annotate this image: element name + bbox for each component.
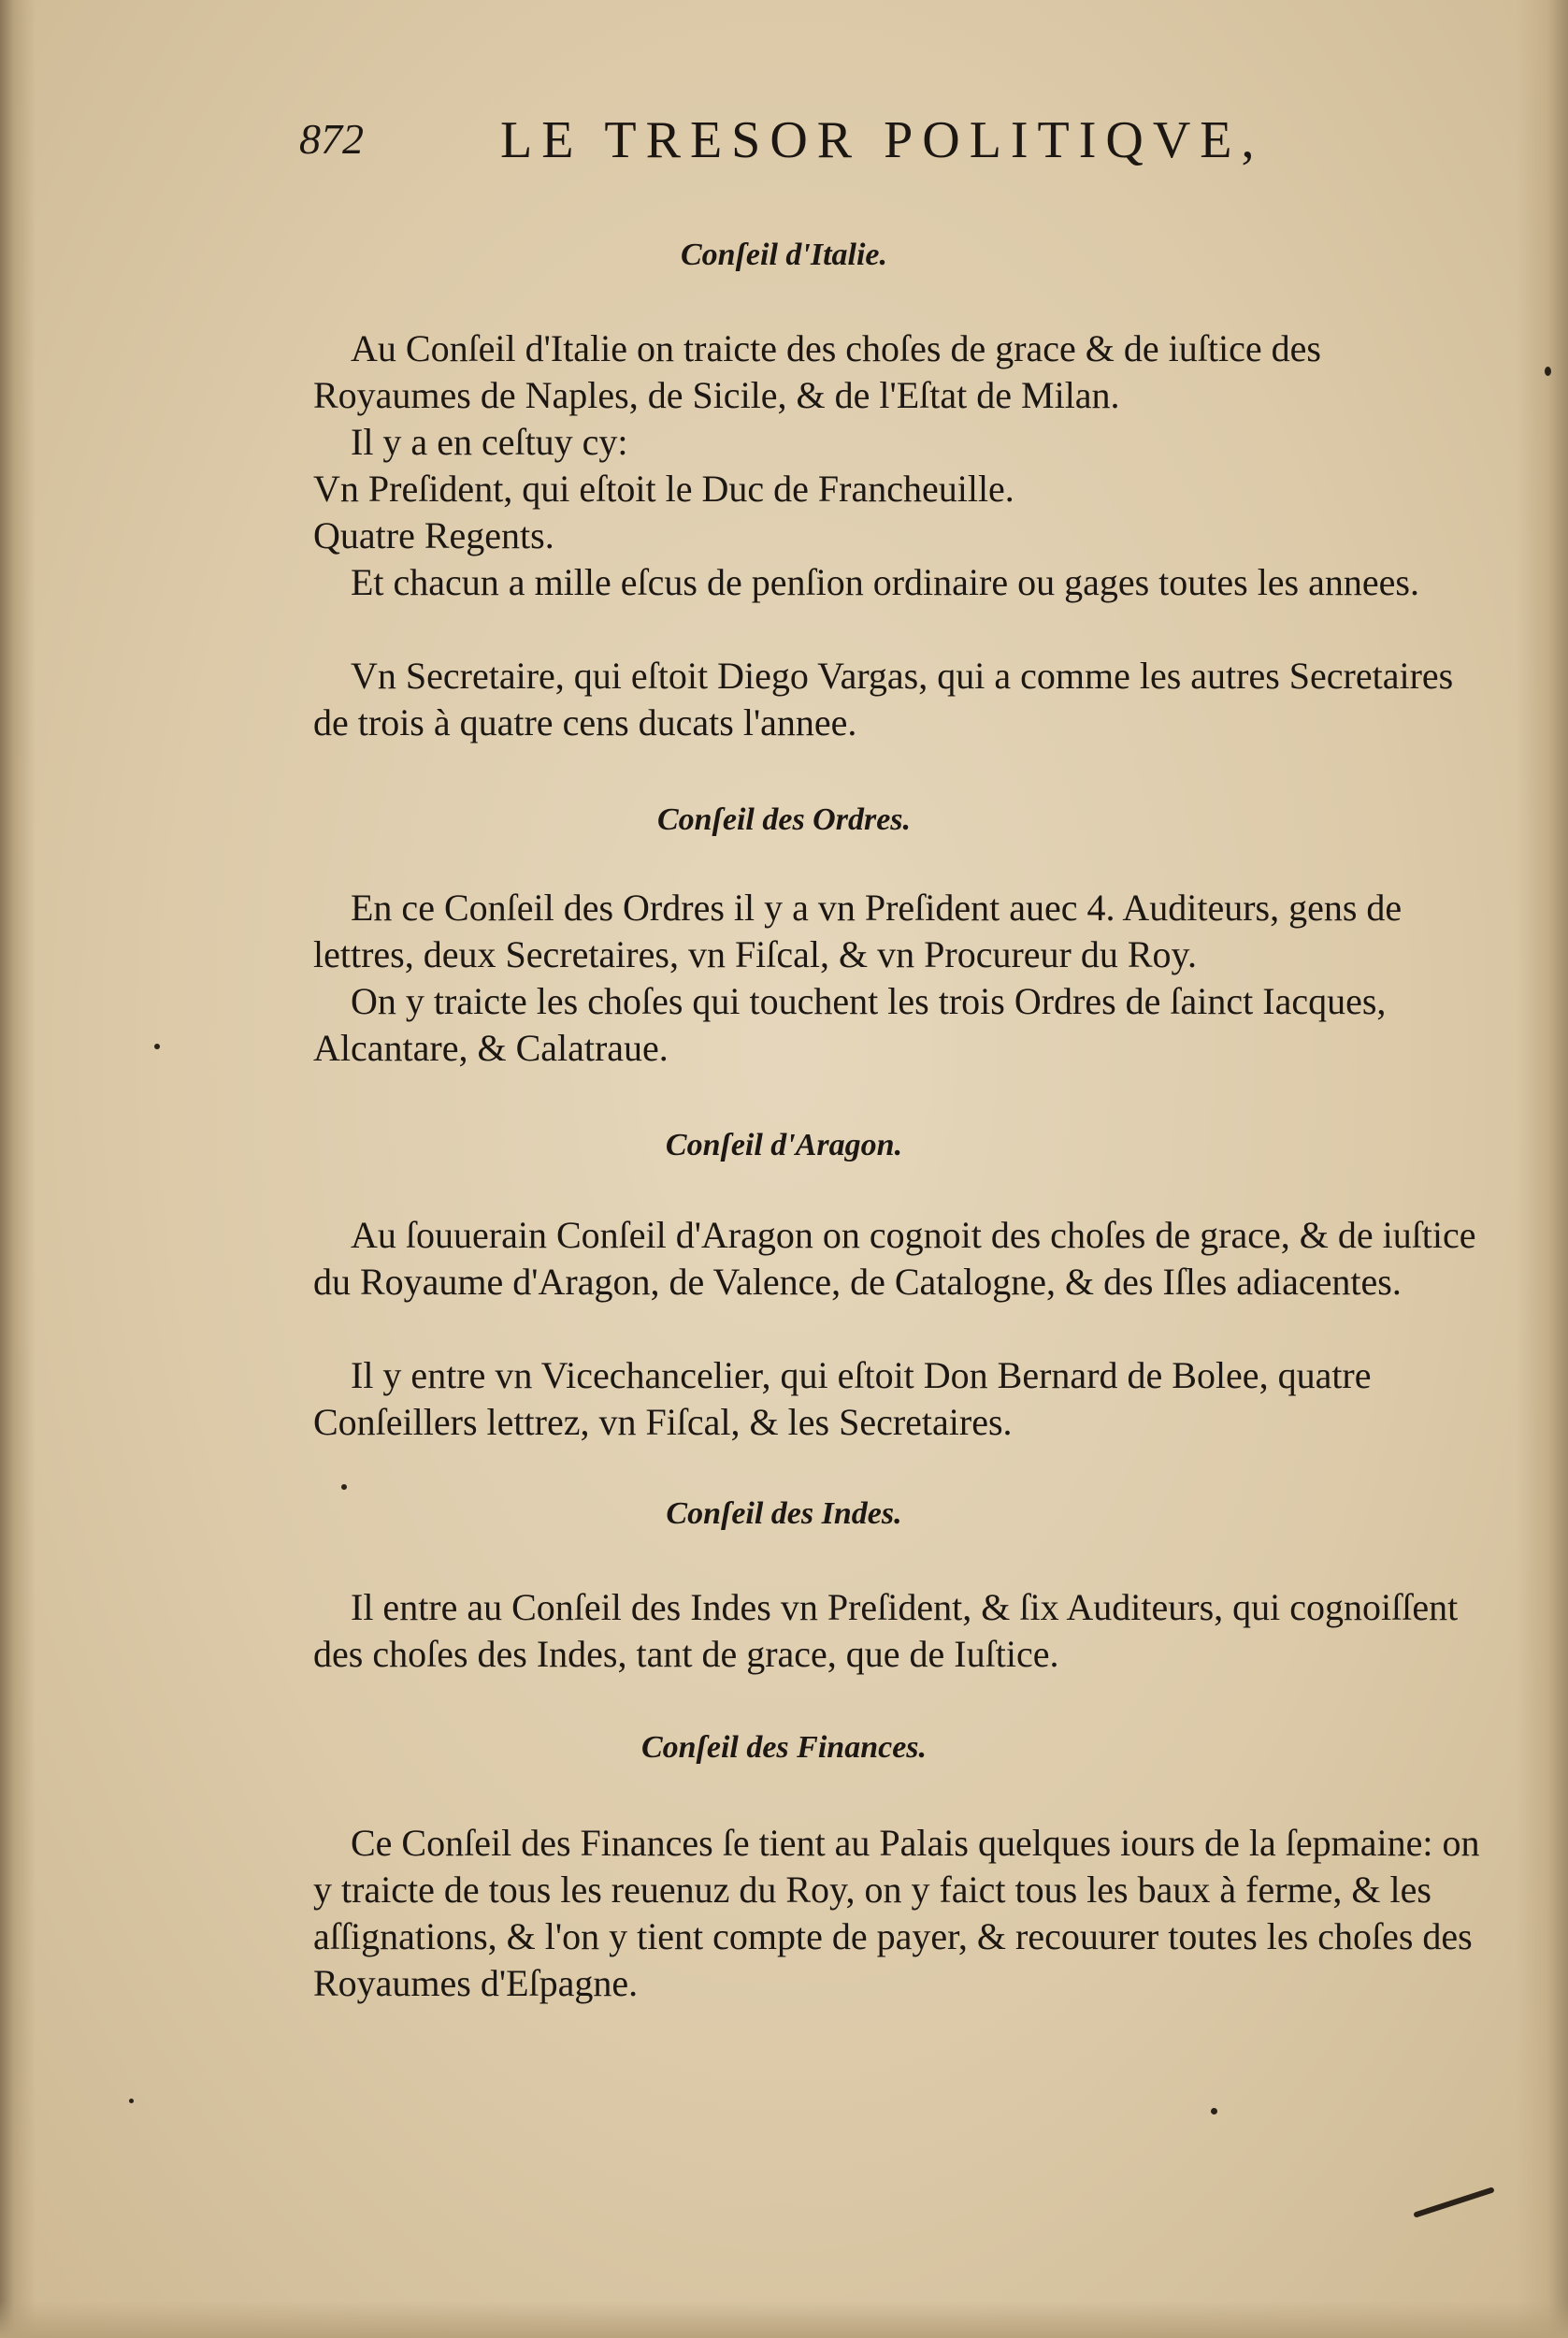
ink-speck	[154, 1044, 160, 1049]
page-number: 872	[299, 115, 364, 163]
paragraph: Il entre au Conſeil des Indes vn Preſident, & ſix Auditeurs, qui cognoiſſent des choſes des Indes, tant de grace, que de Iuſtice.	[313, 1586, 1459, 1675]
page-header	[299, 110, 1515, 176]
section-heading-ordres: Conſeil des Ordres.	[656, 802, 912, 837]
paragraph: Il y entre vn Vicechancelier, qui eſtoit Don Bernard de Bolee, quatre Conſeillers lettrez, vn Fiſcal, & les Secretaires.	[313, 1354, 1372, 1443]
section-heading-indes: Conſeil des Indes.	[666, 1496, 902, 1531]
paragraph: On y traicte les choſes qui touchent les trois Ordres de ſainct Iacques, Alcantare, & Calatraue.	[313, 980, 1387, 1069]
paragraph: Vn Secretaire, qui eſtoit Diego Vargas, qui a comme les autres Secretaires de trois à quatre cens ducats l'annee.	[313, 655, 1454, 743]
paragraph: Ce Conſeil des Finances ſe tient au Palais quelques iours de la ſepmaine: on y traicte de tous les reuenuz du Roy, on y faict tous les baux à ferme, & les aſſignations, & l'on y tient compte de payer, & recouurer toutes les choſes des Royaumes d'Eſpagne.	[313, 1822, 1480, 2004]
ink-speck	[1211, 2108, 1217, 2114]
paragraph: Au ſouuerain Conſeil d'Aragon on cognoit des choſes de grace, & de iuſtice du Royaume d'Aragon, de Valence, de Catalogne, & des Iſles adiacentes.	[313, 1214, 1476, 1303]
paragraph: Quatre Regents.	[313, 514, 554, 556]
paragraph: Il y a en ceſtuy cy:	[351, 421, 628, 463]
page-edge-shadow	[1517, 0, 1568, 2338]
paragraph: Au Conſeil d'Italie on traicte des choſes de grace & de iuſtice des Royaumes de Naples, de Sicile, & de l'Eſtat de Milan.	[313, 327, 1321, 416]
page-bottom-shadow	[0, 2301, 1568, 2338]
section-heading-aragon: Conſeil d'Aragon.	[665, 1128, 903, 1162]
ink-speck	[129, 2099, 134, 2103]
ink-speck	[341, 1484, 347, 1490]
ink-speck	[1545, 367, 1551, 376]
section-heading-italie: Conſeil d'Italie.	[681, 238, 887, 272]
paragraph: Vn Preſident, qui eſtoit le Duc de Francheuille.	[313, 468, 1014, 510]
paragraph: Et chacun a mille eſcus de penſion ordinaire ou gages toutes les annees.	[351, 561, 1419, 603]
page-gutter-shadow	[0, 0, 36, 2338]
section-heading-finances: Conſeil des Finances.	[640, 1730, 928, 1765]
paragraph: En ce Conſeil des Ordres il y a vn Preſident auec 4. Auditeurs, gens de lettres, deux Secretaires, vn Fiſcal, & vn Procureur du Roy.	[313, 887, 1403, 975]
running-title: LE TRESOR POLITIQVE,	[500, 111, 1264, 169]
ink-stroke	[1413, 2186, 1494, 2218]
